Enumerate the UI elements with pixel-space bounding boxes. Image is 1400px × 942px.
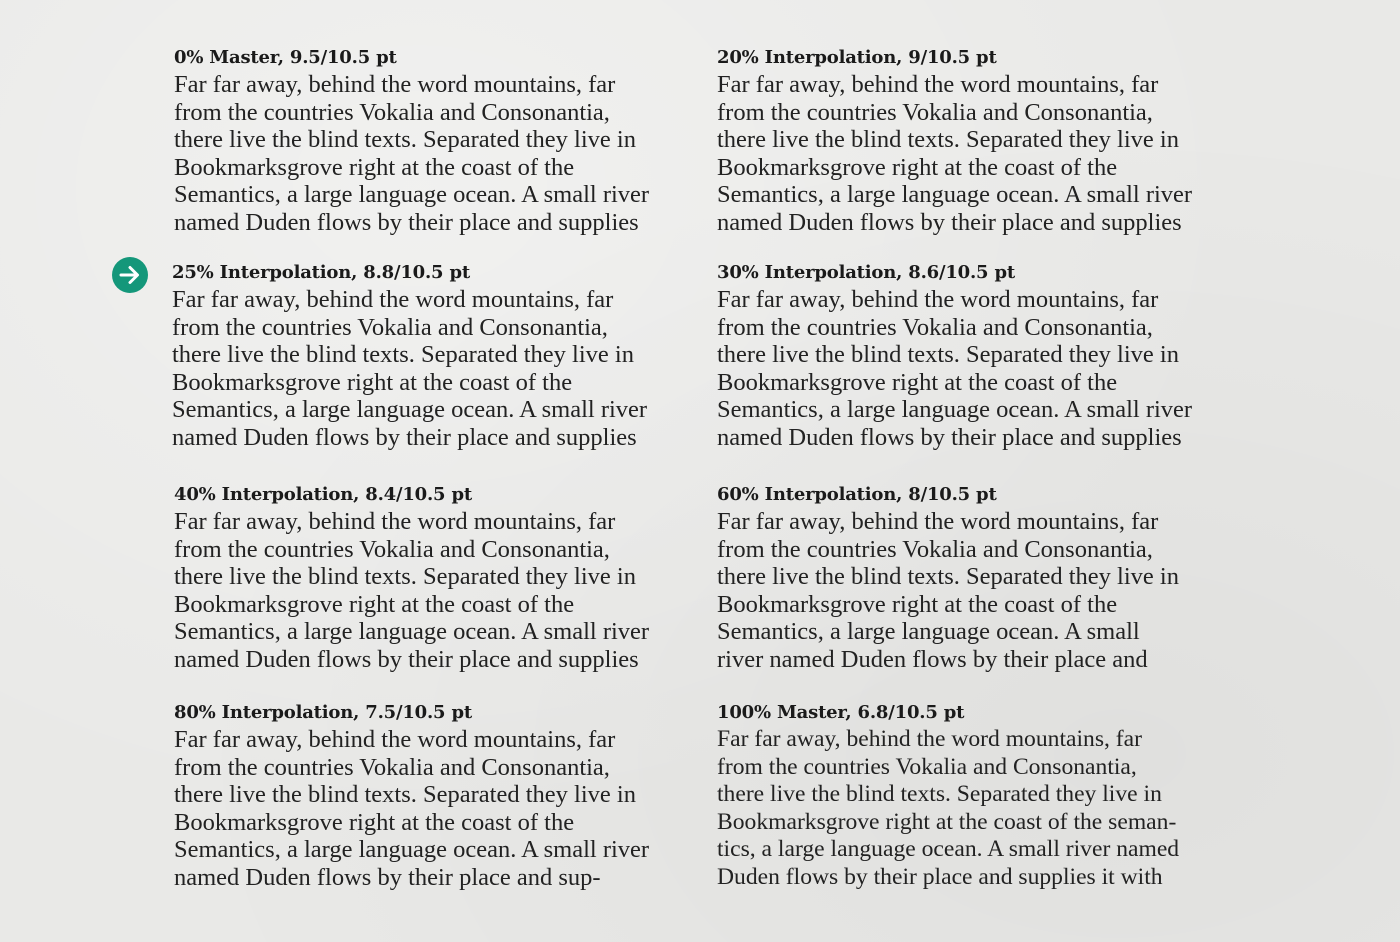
text-line: Semantics, a large language ocean. A small river (717, 181, 1193, 209)
text-line: from the countries Vokalia and Consonantia, (172, 313, 608, 341)
arrow-right-icon (112, 257, 148, 293)
text-line: Bookmarksgrove right at the coast of the (174, 590, 575, 618)
text-line: there live the blind texts. Separated they live in (717, 781, 1162, 808)
text-line: named Duden flows by their place and supplies (717, 208, 1182, 236)
specimen-80-interpolation (174, 701, 704, 892)
text-line: named Duden flows by their place and supplies (717, 423, 1182, 451)
text-line: Far far away, behind the word mountains, far (717, 71, 1159, 98)
text-line: Semantics, a large language ocean. A small river (174, 618, 650, 646)
specimen-40-interpolation (174, 483, 704, 674)
specimen-text (174, 71, 704, 237)
text-line: Far far away, behind the word mountains, far (174, 508, 616, 535)
specimen-label: 0% Master, 9.5/10.5 pt (174, 47, 397, 68)
text-line: from the countries Vokalia and Consonantia, (717, 313, 1153, 341)
text-line: there live the blind texts. Separated they live in (174, 126, 636, 154)
specimen-20-interpolation (717, 46, 1247, 237)
text-line: Bookmarksgrove right at the coast of the (172, 368, 573, 396)
text-line: Far far away, behind the word mountains, far (717, 726, 1142, 752)
text-line: named Duden flows by their place and supplies (174, 208, 639, 236)
text-line: Far far away, behind the word mountains, far (172, 286, 614, 313)
specimen-25-interpolation (172, 261, 702, 452)
specimen-label: 20% Interpolation, 9/10.5 pt (717, 47, 997, 68)
text-line: from the countries Vokalia and Consonantia, (717, 535, 1153, 563)
text-line: Bookmarksgrove right at the coast of the (717, 153, 1118, 181)
text-line: Far far away, behind the word mountains, far (717, 286, 1159, 313)
text-line: Semantics, a large language ocean. A small river (172, 396, 648, 424)
text-line: Far far away, behind the word mountains, far (174, 71, 616, 98)
text-line: Semantics, a large language ocean. A small river (174, 836, 650, 864)
text-line: from the countries Vokalia and Consonantia, (174, 535, 610, 563)
specimen-text (717, 71, 1247, 237)
text-line: there live the blind texts. Separated they live in (174, 563, 636, 591)
text-line: from the countries Vokalia and Consonantia, (174, 753, 610, 781)
text-line: Bookmarksgrove right at the coast of the seman- (717, 808, 1177, 835)
text-line: from the countries Vokalia and Consonantia, (717, 98, 1153, 126)
specimen-label: 25% Interpolation, 8.8/10.5 pt (172, 262, 470, 283)
text-line: Semantics, a large language ocean. A small river (174, 181, 650, 209)
text-line: named Duden flows by their place and sup- (174, 863, 601, 891)
text-line: Bookmarksgrove right at the coast of the (717, 590, 1118, 618)
specimen-text (717, 286, 1247, 452)
specimen-text (717, 726, 1247, 892)
text-line: tics, a large language ocean. A small river named (717, 836, 1180, 863)
text-line: there live the blind texts. Separated they live in (717, 341, 1179, 369)
specimen-text (717, 508, 1247, 674)
text-line: Semantics, a large language ocean. A small river (717, 396, 1193, 424)
specimen-label: 100% Master, 6.8/10.5 pt (717, 702, 965, 723)
text-line: there live the blind texts. Separated they live in (717, 563, 1179, 591)
text-line: river named Duden flows by their place and (717, 645, 1148, 673)
text-line: named Duden flows by their place and supplies (174, 645, 639, 673)
specimen-100-master (717, 701, 1247, 892)
text-line: Semantics, a large language ocean. A small (717, 618, 1140, 646)
text-line: Far far away, behind the word mountains, far (717, 508, 1159, 535)
text-line: Duden flows by their place and supplies it with (717, 863, 1163, 890)
specimen-label: 40% Interpolation, 8.4/10.5 pt (174, 484, 472, 505)
text-line: named Duden flows by their place and supplies (172, 423, 637, 451)
text-line: there live the blind texts. Separated they live in (717, 126, 1179, 154)
text-line: there live the blind texts. Separated they live in (172, 341, 634, 369)
text-line: from the countries Vokalia and Consonantia, (717, 753, 1137, 780)
specimen-label: 30% Interpolation, 8.6/10.5 pt (717, 262, 1015, 283)
text-line: from the countries Vokalia and Consonantia, (174, 98, 610, 126)
specimen-label: 60% Interpolation, 8/10.5 pt (717, 484, 997, 505)
specimen-text (174, 726, 704, 892)
specimen-label: 80% Interpolation, 7.5/10.5 pt (174, 702, 472, 723)
specimen-0-master (174, 46, 704, 237)
text-line: Bookmarksgrove right at the coast of the (174, 153, 575, 181)
text-line: Far far away, behind the word mountains, far (174, 726, 616, 753)
text-line: Bookmarksgrove right at the coast of the (174, 808, 575, 836)
text-line: Bookmarksgrove right at the coast of the (717, 368, 1118, 396)
specimen-60-interpolation (717, 483, 1247, 674)
text-line: there live the blind texts. Separated they live in (174, 781, 636, 809)
specimen-text (172, 286, 702, 452)
specimen-text (174, 508, 704, 674)
specimen-30-interpolation (717, 261, 1247, 452)
